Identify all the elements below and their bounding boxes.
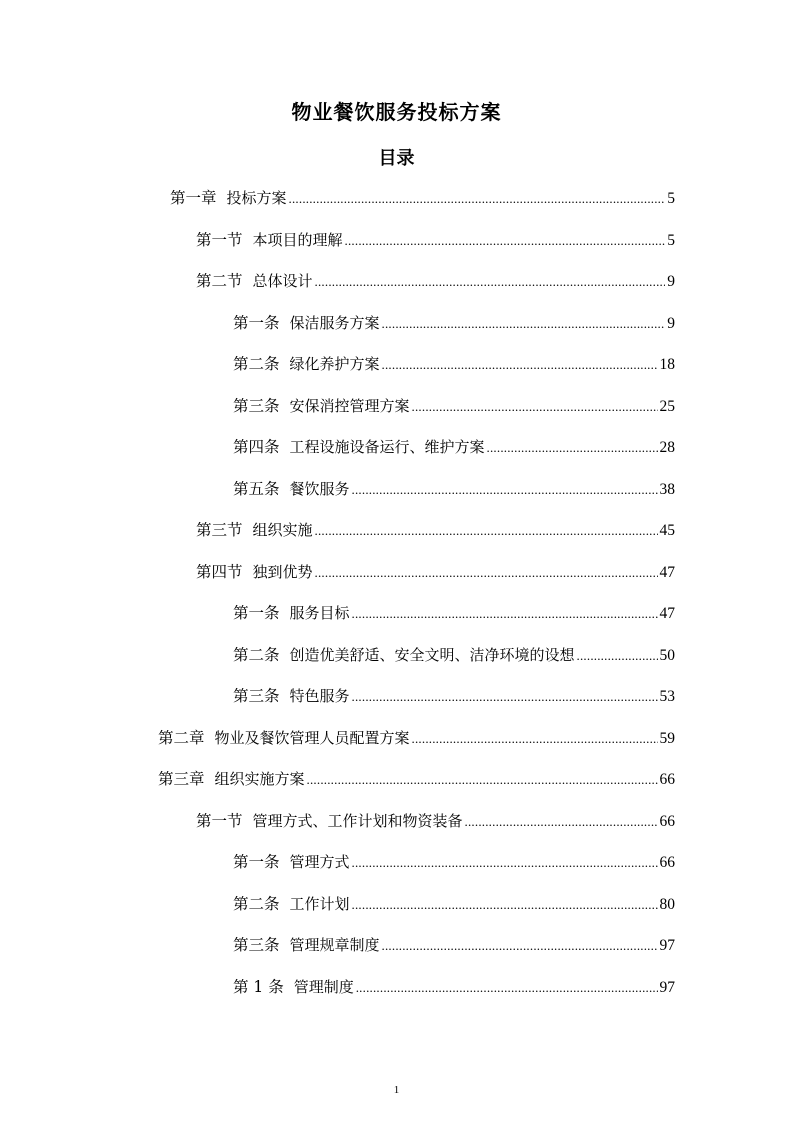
toc-entry[interactable] xyxy=(233,436,675,458)
toc-entry-page: 5 xyxy=(667,231,675,249)
toc-entry-number: 第一节 xyxy=(196,230,243,249)
toc-entry[interactable] xyxy=(196,519,675,541)
toc-entry-number: 第一节 xyxy=(196,811,243,830)
toc-entry[interactable] xyxy=(233,851,675,873)
toc-entry-number: 第二条 xyxy=(233,355,280,373)
toc-entry-number: 第二条 xyxy=(233,894,280,913)
toc-entry-page: 47 xyxy=(659,563,675,581)
toc-entry[interactable] xyxy=(233,602,675,624)
toc-entry[interactable] xyxy=(233,478,675,500)
toc-entry[interactable] xyxy=(233,685,675,707)
toc-entry-page: 97 xyxy=(659,978,675,996)
toc-entry-title: 安保消控管理方案 xyxy=(289,396,410,415)
toc-entry-number: 第五条 xyxy=(233,479,280,498)
toc-entry[interactable] xyxy=(233,312,675,334)
toc-dot-leader xyxy=(382,935,658,957)
toc-entry-title: 服务目标 xyxy=(289,604,350,622)
toc-entry-number: 第二节 xyxy=(196,272,243,290)
toc-entry[interactable] xyxy=(233,353,675,375)
toc-entry-page: 66 xyxy=(659,812,675,830)
toc-entry-title: 组织实施 xyxy=(252,521,313,539)
toc-entry-page: 18 xyxy=(659,356,675,373)
toc-entry-title: 餐饮服务 xyxy=(289,479,350,498)
toc-entry-page: 97 xyxy=(659,937,675,954)
toc-entry[interactable] xyxy=(233,934,675,956)
toc-entry-title: 工作计划 xyxy=(289,894,350,913)
toc-entry-title: 投标方案 xyxy=(226,189,287,207)
toc-entry-number: 第四节 xyxy=(196,562,243,581)
toc-entry-page: 9 xyxy=(667,273,675,290)
toc-dot-leader xyxy=(356,977,658,999)
toc-dot-leader xyxy=(465,811,658,833)
toc-entry-page: 25 xyxy=(659,397,675,415)
toc-entry-title: 绿化养护方案 xyxy=(289,355,380,373)
toc-entry-page: 53 xyxy=(659,688,675,705)
toc-dot-leader xyxy=(289,188,666,210)
toc-entry[interactable] xyxy=(233,644,675,666)
toc-entry-number: 第二条 xyxy=(233,645,280,664)
toc-entry-number: 第四条 xyxy=(233,438,280,456)
toc-entry-title: 独到优势 xyxy=(252,562,313,581)
toc-entry-page: 45 xyxy=(659,522,675,539)
toc-entry[interactable] xyxy=(233,893,675,915)
toc-entry-title: 保洁服务方案 xyxy=(289,313,380,332)
toc-entry-number: 第 1 条 xyxy=(233,977,284,996)
toc-dot-leader xyxy=(487,437,658,459)
toc-entry-title: 管理方式 xyxy=(289,853,350,871)
toc-entry-number: 第一条 xyxy=(233,853,280,871)
toc-dot-leader xyxy=(307,769,658,791)
toc-entry-page: 47 xyxy=(659,605,675,622)
toc-entry[interactable] xyxy=(196,810,675,832)
toc-dot-leader xyxy=(577,645,658,667)
toc-dot-leader xyxy=(345,230,666,252)
toc-entry-number: 第一条 xyxy=(233,313,280,332)
toc-entry-number: 第三条 xyxy=(233,396,280,415)
toc-entry-number: 第一章 xyxy=(170,189,217,207)
toc-entry[interactable] xyxy=(158,727,675,749)
toc-dot-leader xyxy=(382,313,666,335)
toc-entry[interactable] xyxy=(196,561,675,583)
toc-entry-page: 9 xyxy=(667,314,675,332)
toc-dot-leader xyxy=(352,852,658,874)
toc-entry[interactable] xyxy=(170,187,675,209)
toc-entry-page: 5 xyxy=(667,190,675,207)
toc-dot-leader xyxy=(412,728,658,750)
toc-dot-leader xyxy=(382,354,658,376)
toc-dot-leader xyxy=(315,520,658,542)
toc-entry-page: 80 xyxy=(659,895,675,913)
toc-entry-title: 工程设施设备运行、维护方案 xyxy=(289,438,485,456)
toc-dot-leader xyxy=(352,603,658,625)
toc-entry-number: 第三章 xyxy=(158,770,205,788)
document-title: 物业餐饮服务投标方案 xyxy=(291,100,502,124)
toc-entry[interactable] xyxy=(158,768,675,790)
toc-entry-number: 第一条 xyxy=(233,604,280,622)
toc-entry[interactable] xyxy=(196,229,675,251)
page-number: 1 xyxy=(393,1084,400,1096)
toc-entry-title: 创造优美舒适、安全文明、洁净环境的设想 xyxy=(289,645,575,664)
toc-entry-page: 59 xyxy=(659,729,675,747)
toc-entry-number: 第二章 xyxy=(158,728,205,747)
toc-entry-page: 66 xyxy=(659,771,675,788)
toc-entry-title: 特色服务 xyxy=(289,687,350,705)
toc-entry-title: 本项目的理解 xyxy=(252,230,343,249)
toc-dot-leader xyxy=(412,396,658,418)
toc-entry[interactable] xyxy=(233,395,675,417)
toc-dot-leader xyxy=(352,894,658,916)
toc-dot-leader xyxy=(352,686,658,708)
toc-entry-page: 28 xyxy=(659,439,675,456)
toc-dot-leader xyxy=(352,479,658,501)
toc-entry[interactable] xyxy=(196,270,675,292)
toc-entry-page: 38 xyxy=(659,480,675,498)
toc-entry-title: 管理方式、工作计划和物资装备 xyxy=(252,811,463,830)
toc-entry-page: 50 xyxy=(659,646,675,664)
toc-entry-title: 物业及餐饮管理人员配置方案 xyxy=(214,728,410,747)
toc-dot-leader xyxy=(315,562,658,584)
toc-entry-title: 管理规章制度 xyxy=(289,936,380,954)
toc-entry-title: 管理制度 xyxy=(293,977,354,996)
toc-entry-number: 第三条 xyxy=(233,936,280,954)
toc-entry-number: 第三条 xyxy=(233,687,280,705)
toc-heading: 目录 xyxy=(378,148,415,169)
toc-entry-page: 66 xyxy=(659,854,675,871)
toc-entry-title: 总体设计 xyxy=(252,272,313,290)
toc-entry-title: 组织实施方案 xyxy=(214,770,305,788)
toc-entry[interactable] xyxy=(233,976,675,998)
toc-entry-number: 第三节 xyxy=(196,521,243,539)
toc-dot-leader xyxy=(315,271,666,293)
